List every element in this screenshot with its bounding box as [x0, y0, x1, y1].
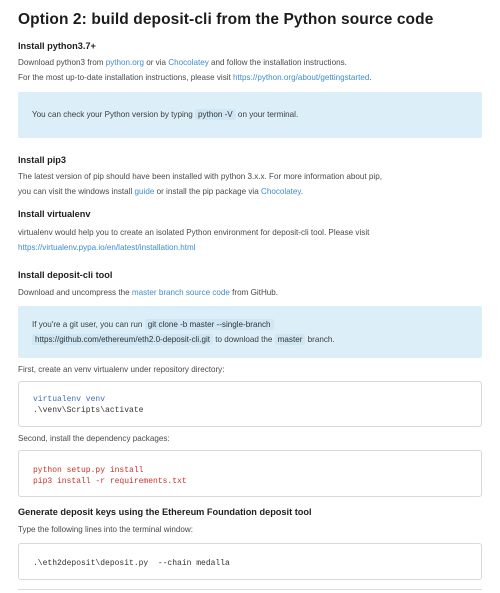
note-git-text-3: branch.	[305, 334, 335, 344]
note-git-text-1: If you're a git user, you can run	[32, 320, 145, 329]
heading-install-python: Install python3.7+	[18, 41, 96, 51]
pip-paragraph	[18, 170, 482, 199]
python-org-link[interactable]: python.org	[105, 58, 144, 67]
pip-guide-link[interactable]: guide	[134, 186, 155, 196]
deposit-cli-text-1: Download and uncompress the	[18, 288, 132, 297]
pip-text-3: or install the pip package via	[154, 186, 261, 196]
deposit-cli-paragraph	[18, 286, 482, 301]
python-version-command: python -V	[195, 109, 236, 120]
deps-code-line-2: pip3 install -r requirements.txt	[33, 477, 187, 486]
python-text-1: Download python3 from	[18, 58, 106, 67]
note-version-text-2: on your terminal.	[235, 110, 299, 119]
virtualenv-paragraph	[18, 226, 482, 255]
master-branch-code: master	[275, 334, 306, 345]
deposit-cli-text-2: from GitHub.	[229, 288, 279, 297]
deposit-code-block[interactable]	[18, 543, 482, 580]
python-version-note	[18, 92, 482, 138]
pip-text-4: .	[300, 186, 304, 196]
python-paragraph	[18, 56, 482, 85]
deps-code-line-1: python setup.py install	[33, 466, 144, 475]
heading-generate-deposit-keys: Generate deposit keys using the Ethereum Foundation deposit tool	[18, 507, 312, 517]
deps-code-block[interactable]	[18, 450, 482, 497]
git-user-note	[18, 306, 482, 358]
python-getting-started-link[interactable]: https://python.org/about/gettingstarted	[233, 72, 370, 82]
heading-install-deposit-cli: Install deposit-cli tool	[18, 270, 113, 280]
page-title: Option 2: build deposit-cli from the Python source code	[18, 11, 434, 28]
venv-code-line-2: .\venv\Scripts\activate	[33, 406, 144, 415]
keys-paragraph: Type the following lines into the terminal window:	[18, 525, 194, 534]
git-clone-command: git clone -b master --single-branch	[145, 319, 274, 330]
deps-intro: Second, install the dependency packages:	[18, 434, 170, 443]
note-git-text-2: to download the	[213, 334, 275, 344]
next-block-edge	[18, 589, 482, 593]
note-version-text-1: You can check your Python version by typing	[32, 110, 196, 119]
heading-install-virtualenv: Install virtualenv	[18, 209, 91, 219]
deposit-code-line-1: .\eth2deposit\deposit.py --chain medalla	[33, 559, 230, 568]
git-repo-url: https://github.com/ethereum/eth2.0-deposit-cli.git	[32, 334, 213, 345]
master-branch-source-link[interactable]: master branch source code	[131, 288, 230, 297]
python-text-2: or via	[143, 58, 169, 67]
chocolatey-link[interactable]: Chocolatey	[168, 58, 209, 67]
pip-chocolatey-link[interactable]: Chocolatey	[260, 186, 301, 196]
virtualenv-text-1: virtualenv would help you to create an isolated Python environment for deposit-cli tool. Please visit	[18, 228, 370, 237]
python-text-5: .	[369, 72, 372, 82]
venv-intro: First, create an venv virtualenv under repository directory:	[18, 365, 225, 374]
pip-text-2: you can visit the windows install	[18, 186, 135, 196]
pip-text-1: The latest version of pip should have been installed with python 3.x.x. For more information about pip,	[18, 172, 382, 181]
python-text-3: and follow the installation instructions.	[208, 58, 347, 67]
venv-code-line-1: virtualenv venv	[33, 395, 106, 404]
virtualenv-install-link[interactable]: https://virtualenv.pypa.io/en/latest/installation.html	[18, 242, 196, 252]
heading-install-pip: Install pip3	[18, 155, 66, 165]
venv-code-block[interactable]	[18, 381, 482, 427]
python-text-4: For the most up-to-date installation instructions, please visit	[18, 72, 234, 82]
